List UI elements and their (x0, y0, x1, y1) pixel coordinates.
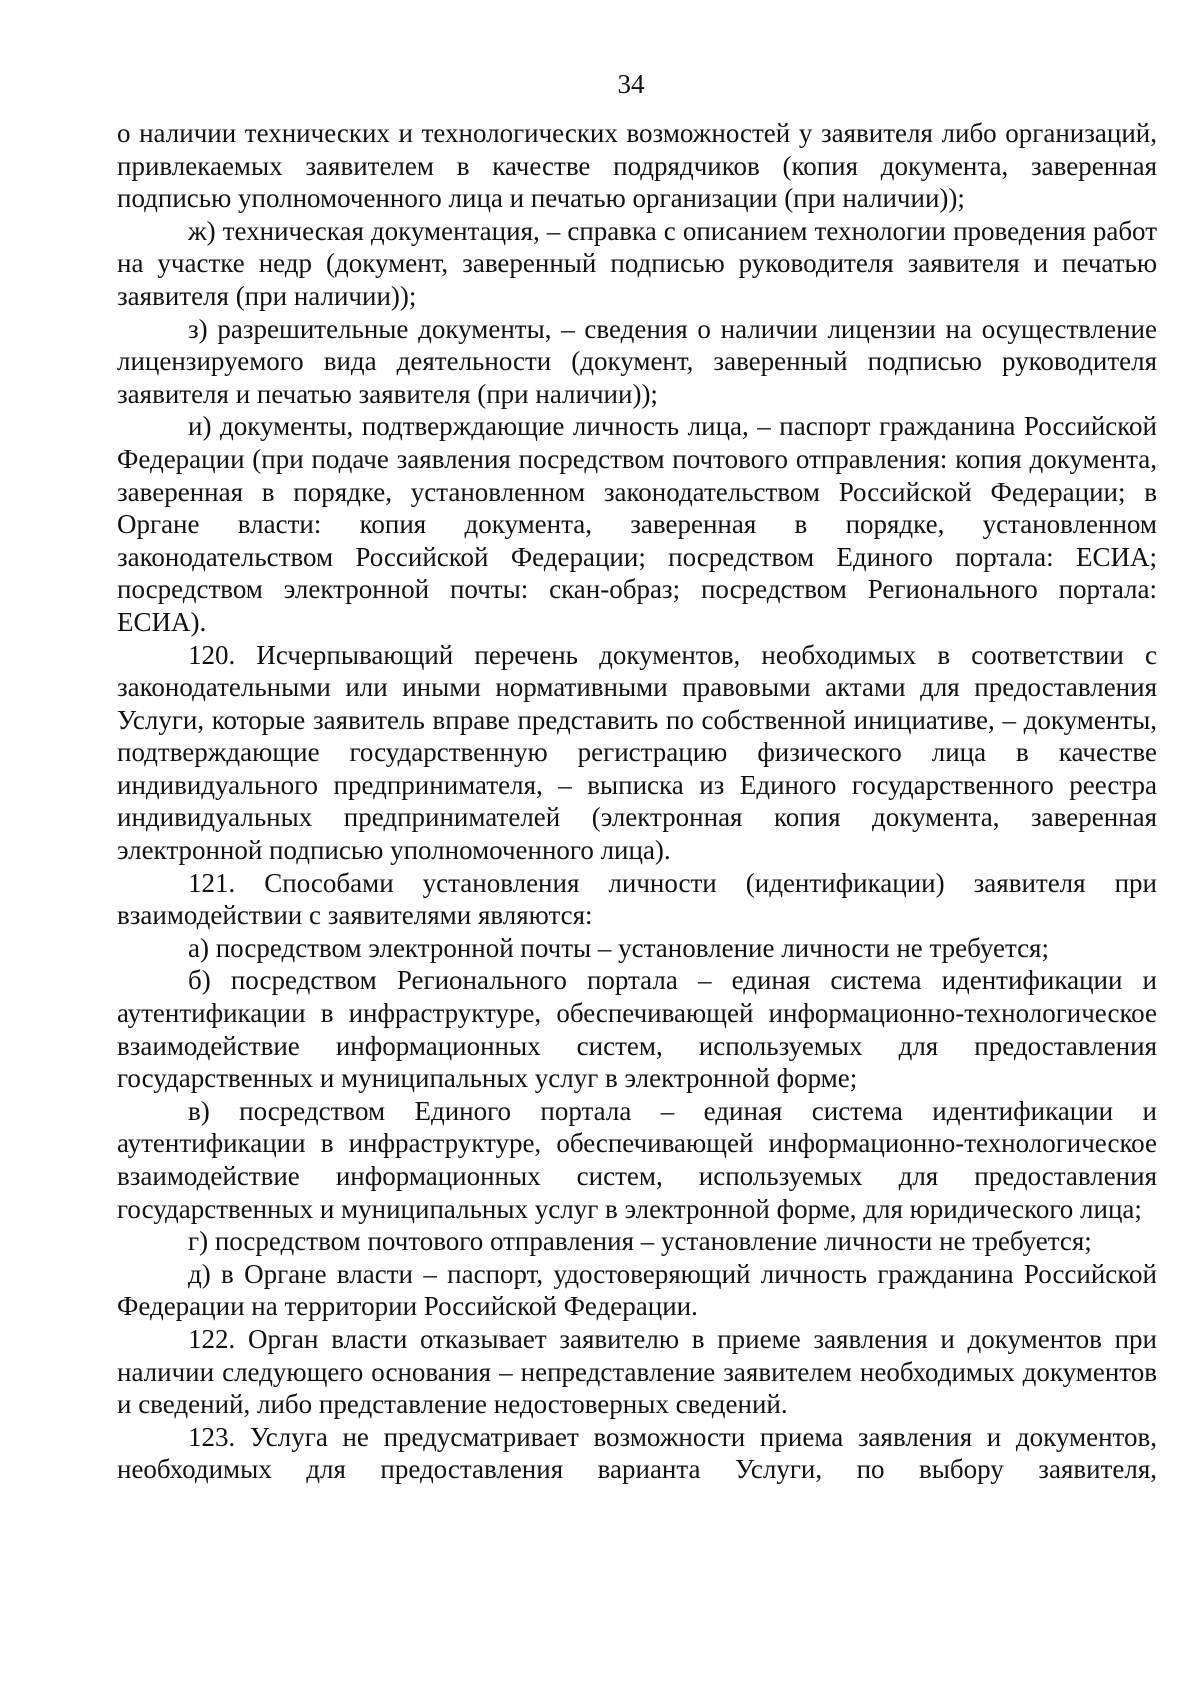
paragraph-continuation: о наличии технических и технологических возможностей у заявителя либо организаций, привлекаемых заявителем в качестве подрядчиков (копия документа, заверенная подписью уполномоченного лица и печатью организации (при наличии)); (117, 118, 1157, 214)
page-number: 34 (617, 69, 645, 99)
list-item-v-unified-portal: в) посредством Единого портала – единая система идентификации и аутентификации в инфраструктуре, обеспечивающей информационно-технологическое взаимодействие информационных систем, используемых для предоставления государственных и муниципальных услуг в электронной форме, для юридического лица; (117, 1095, 1157, 1224)
clause-123: 123. Услуга не предусматривает возможности приема заявления и документов, необходимых для предоставления варианта Услуги, по выбору заявителя, (117, 1421, 1157, 1485)
list-item-zh-technical-documentation: ж) техническая документация, – справка с описанием технологии проведения работ на участке недр (документ, заверенный подписью руководителя заявителя и печатью заявителя (при наличии)); (117, 215, 1157, 311)
list-item-i-identity-documents: и) документы, подтверждающие личность лица, – паспорт гражданина Российской Федерации (при подаче заявления посредством почтового отправления: копия документа, заверенная в порядке, установленном законодательством Российской Федерации; в Органе власти: копия документа, заверенная в порядке, установленном законодательством Российской Федерации; посредством Единого портала: ЕСИА; посредством электронной почты: скан-образ; посредством Регионального портала: ЕСИА). (117, 411, 1157, 637)
list-item-z-permits: з) разрешительные документы, – сведения о наличии лицензии на осуществление лицензируемого вида деятельности (документ, заверенный подписью руководителя заявителя и печатью заявителя (при наличии)); (117, 313, 1157, 409)
list-item-g-postal: г) посредством почтового отправления – установление личности не требуется; (188, 1226, 1092, 1257)
body-text (117, 117, 1157, 1486)
clause-120: 120. Исчерпывающий перечень документов, необходимых в соответствии с законодательными или иными нормативными правовыми актами для предоставления Услуги, которые заявитель вправе представить по собственной инициативе, – документы, подтверждающие государственную регистрацию физического лица в качестве индивидуального предпринимателя, – выписка из Единого государственного реестра индивидуальных предпринимателей (электронная копия документа, заверенная электронной подписью уполномоченного лица). (117, 639, 1157, 866)
clause-121: 121. Способами установления личности (идентификации) заявителя при взаимодействии с заявителями являются: (117, 867, 1157, 931)
list-item-a-email: а) посредством электронной почты – установление личности не требуется; (188, 932, 1049, 963)
list-item-d-authority: д) в Органе власти – паспорт, удостоверяющий личность гражданина Российской Федерации на территории Российской Федерации. (117, 1258, 1157, 1322)
list-item-b-regional-portal: б) посредством Регионального портала – единая система идентификации и аутентификации в инфраструктуре, обеспечивающей информационно-технологическое взаимодействие информационных систем, используемых для предоставления государственных и муниципальных услуг в электронной форме; (117, 965, 1157, 1094)
clause-122: 122. Орган власти отказывает заявителю в приеме заявления и документов при наличии следующего основания – непредставление заявителем необходимых документов и сведений, либо представление недостоверных сведений. (117, 1323, 1157, 1420)
